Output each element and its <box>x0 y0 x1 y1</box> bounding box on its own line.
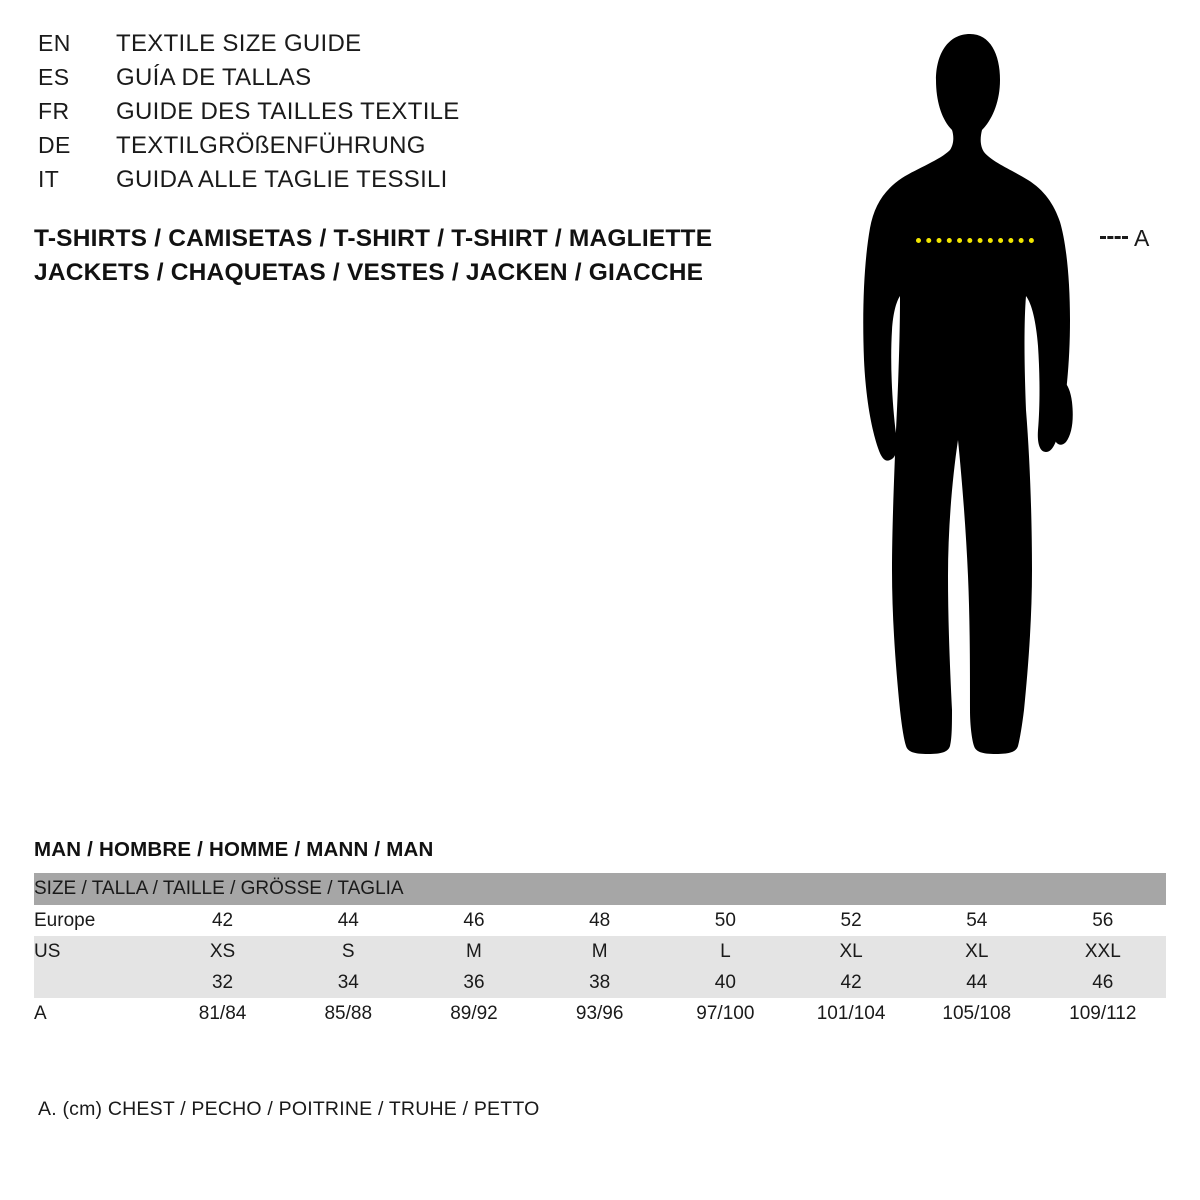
cell-value: 97/100 <box>663 998 789 1029</box>
gender-title: MAN / HOMBRE / HOMME / MANN / MAN <box>34 838 434 861</box>
language-code: ES <box>38 64 70 90</box>
measure-leader-line <box>1100 236 1128 239</box>
cell-value: XXL <box>1040 936 1166 967</box>
footnote-chest: A. (cm) CHEST / PECHO / POITRINE / TRUHE / PETTO <box>38 1098 540 1120</box>
cell-value: 40 <box>663 967 789 998</box>
language-row <box>38 98 758 132</box>
language-code: FR <box>38 98 70 124</box>
cell-value: 56 <box>1040 905 1166 936</box>
cell-value: 93/96 <box>537 998 663 1029</box>
cell-value: 48 <box>537 905 663 936</box>
cell-value: 101/104 <box>788 998 914 1029</box>
language-row <box>38 30 758 64</box>
cell-value: 89/92 <box>411 998 537 1029</box>
language-code: EN <box>38 30 71 56</box>
category-block <box>34 222 794 290</box>
cell-value: 42 <box>788 967 914 998</box>
table-row <box>34 967 1166 998</box>
row-label: Europe <box>34 905 160 936</box>
cell-value: 46 <box>1040 967 1166 998</box>
size-table-section <box>34 838 1174 1029</box>
cell-value: 52 <box>788 905 914 936</box>
table-header-label: SIZE / TALLA / TAILLE / GRÖSSE / TAGLIA <box>34 873 1166 905</box>
cell-value: 46 <box>411 905 537 936</box>
chest-measure-line <box>916 238 1034 249</box>
size-table <box>34 873 1166 1029</box>
cell-value: 42 <box>160 905 286 936</box>
language-title: TEXTILGRÖßENFÜHRUNG <box>116 132 426 159</box>
language-code: IT <box>38 166 60 192</box>
cell-value: 54 <box>914 905 1040 936</box>
cell-value: 44 <box>914 967 1040 998</box>
language-title: GUÍA DE TALLAS <box>116 64 312 91</box>
language-header-block <box>38 30 758 200</box>
measure-label-a: A <box>1134 225 1150 251</box>
language-title: TEXTILE SIZE GUIDE <box>116 30 362 57</box>
male-silhouette-icon <box>820 10 1180 790</box>
cell-value: 109/112 <box>1040 998 1166 1029</box>
cell-value: 36 <box>411 967 537 998</box>
cell-value: 34 <box>285 967 411 998</box>
cell-value: 105/108 <box>914 998 1040 1029</box>
row-label <box>34 967 160 998</box>
cell-value: L <box>663 936 789 967</box>
language-row <box>38 132 758 166</box>
cell-value: M <box>411 936 537 967</box>
cell-value: XL <box>914 936 1040 967</box>
cell-value: 44 <box>285 905 411 936</box>
language-title: GUIDA ALLE TAGLIE TESSILI <box>116 166 448 193</box>
category-tshirts: T-SHIRTS / CAMISETAS / T-SHIRT / T-SHIRT / MAGLIETTE <box>34 225 713 252</box>
cell-value: 38 <box>537 967 663 998</box>
table-header-row <box>34 873 1166 905</box>
table-row <box>34 936 1166 967</box>
cell-value: XS <box>160 936 286 967</box>
cell-value: S <box>285 936 411 967</box>
body-figure <box>820 10 1180 790</box>
language-row <box>38 166 758 200</box>
row-label: US <box>34 936 160 967</box>
row-label: A <box>34 998 160 1029</box>
language-code: DE <box>38 132 71 158</box>
cell-value: 81/84 <box>160 998 286 1029</box>
category-jackets: JACKETS / CHAQUETAS / VESTES / JACKEN / GIACCHE <box>34 259 704 286</box>
cell-value: 50 <box>663 905 789 936</box>
cell-value: M <box>537 936 663 967</box>
table-row <box>34 998 1166 1029</box>
cell-value: 32 <box>160 967 286 998</box>
table-row <box>34 905 1166 936</box>
cell-value: XL <box>788 936 914 967</box>
language-title: GUIDE DES TAILLES TEXTILE <box>116 98 460 125</box>
cell-value: 85/88 <box>285 998 411 1029</box>
language-row <box>38 64 758 98</box>
